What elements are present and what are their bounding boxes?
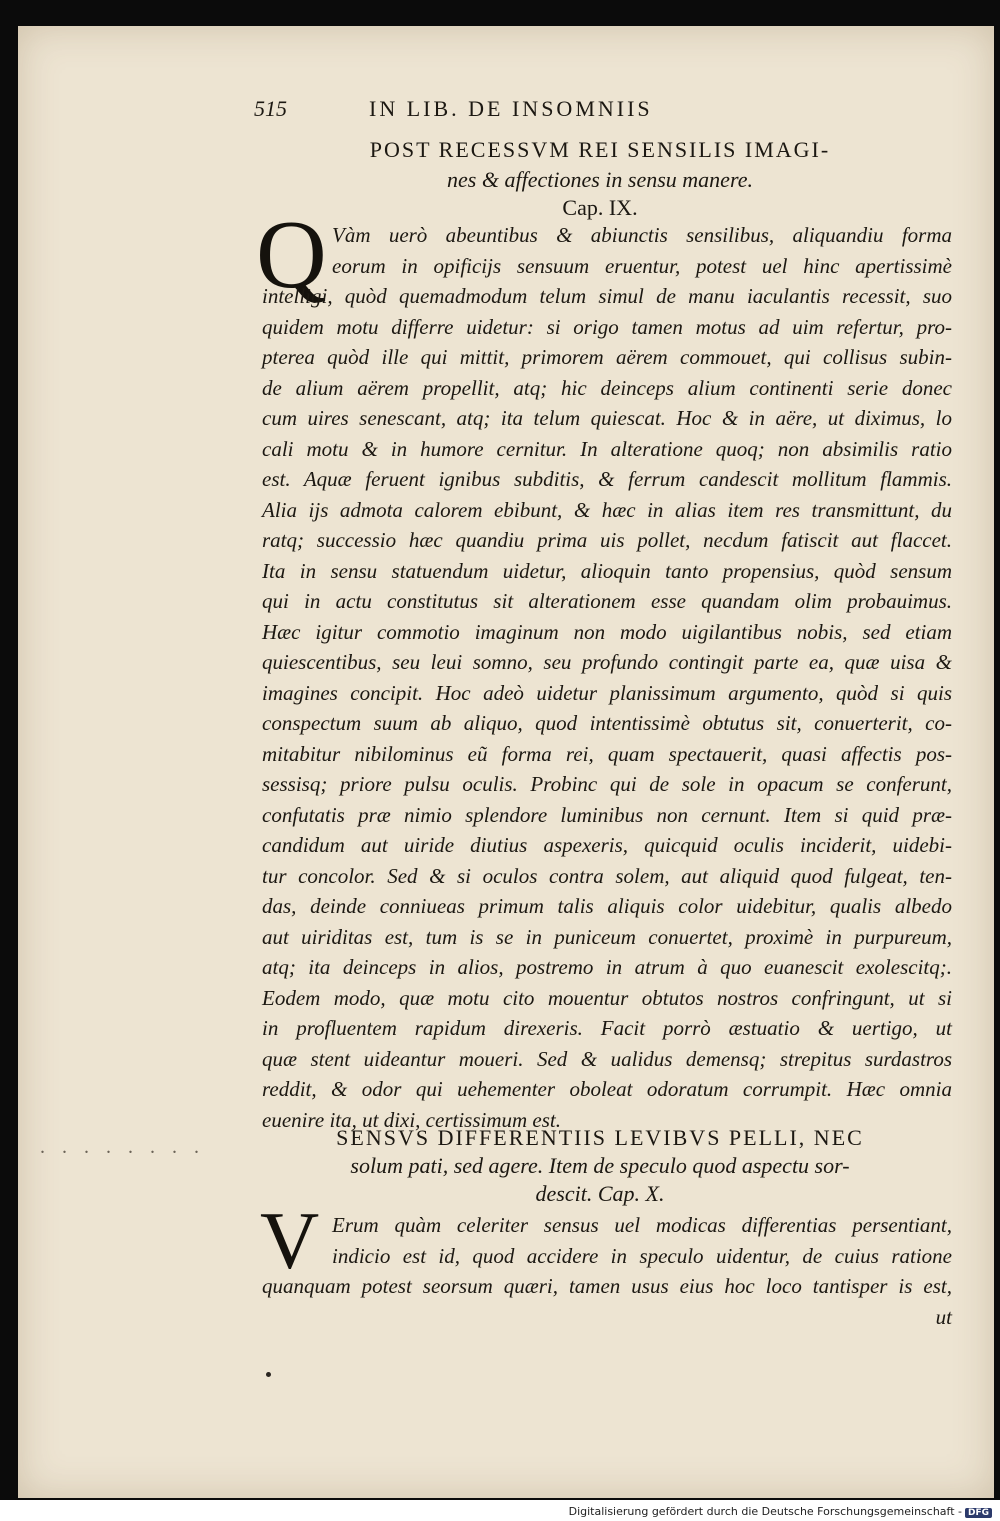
chapter9-text-line: imagines concipit. Hoc adeò uidetur planissimum argumento, quòd si quis xyxy=(262,680,952,705)
chapter9-text-line: reddit, & odor qui uehementer oboleat odoratum corrumpit. Hæc omnia xyxy=(262,1077,952,1101)
chapter9-text-line: candidum aut uiride diutius aspexeris, quicquid oculis inciderit, uidebi- xyxy=(262,833,952,857)
chapter9-heading-line2: nes & affectiones in sensu manere. xyxy=(447,167,753,192)
chapter9-text-line: ratq; successio hæc quandiu prima uis pollet, necdum fatiscit aut flaccet. xyxy=(262,528,952,552)
chapter10-text-line: Erum quàm celeriter sensus uel modicas differentias persentiant, xyxy=(332,1213,952,1237)
chapter9-cap: Cap. IX. xyxy=(562,195,638,220)
chapter9-text-line: qui in actu constitutus sit alterationem esse quandam olim probauimus. xyxy=(262,589,952,613)
chapter10-dropcap: V xyxy=(260,1195,320,1286)
chapter9-text-line: confutatis præ nimio splendore luminibus non cernunt. Item si quid præ- xyxy=(262,802,952,827)
chapter9-heading-line1: POST RECESSVM REI SENSILIS IMAGI- xyxy=(369,137,831,162)
chapter9-text-line: intelligi, quòd quemadmodum telum simul de manu iaculantis recessit, suo xyxy=(262,284,952,308)
page-number: 515 xyxy=(254,96,287,121)
chapter9-text-line: quidem motu differre uidetur: si origo tamen motus ad uim refertur, pro- xyxy=(262,314,952,339)
chapter9-text-line: atq; ita deinceps in alios, postremo in atrum à quo euanescit exolescitq;. xyxy=(262,955,952,979)
chapter9-text-line: sessisq; priore pulsu oculis. Probinc qui de sole in opacum se conferunt, xyxy=(262,772,952,796)
catchword: ut xyxy=(935,1305,952,1329)
running-title: IN LIB. DE INSOMNIIS xyxy=(369,96,653,121)
chapter9-text-line: tur concolor. Sed & si oculos contra solem, aut aliquid quod fulgeat, ten- xyxy=(262,863,952,888)
chapter9-text-line: quæ stent uideantur moueri. Sed & ualidus demensq; strepitus surdastros xyxy=(262,1046,952,1071)
ink-speck xyxy=(266,1372,271,1377)
chapter9-text-line: quiescentibus, seu leui somno, seu profundo contingit parte ea, quæ uisa & xyxy=(262,650,952,674)
chapter9-text-line: eorum in opificijs sensuum eruentur, potest uel hinc apertissimè xyxy=(332,253,952,278)
chapter9-text-line: pterea quòd ille qui mittit, primorem aërem commouet, qui collisus subin- xyxy=(262,345,952,369)
chapter9-text-line: das, deinde conniueas primum talis aliquis color uidebitur, qualis albedo xyxy=(262,894,952,918)
chapter9-text-line: Eodem modo, quæ motu cito mouentur obtutos nostros confringunt, ut si xyxy=(262,985,952,1010)
chapter9-text-line: Ita in sensu statuendum uidetur, alioquin tanto propensius, quòd sensum xyxy=(262,558,952,583)
chapter10-text-line: quanquam potest seorsum quæri, tamen usus eius hoc loco tantisper is est, xyxy=(262,1274,952,1298)
chapter9-text-line: cum uires senescant, atq; ita telum quiescat. Hoc & in aëre, ut diximus, lo xyxy=(262,406,952,430)
chapter10-body xyxy=(262,1210,952,1302)
chapter9-text-line: Hæc igitur commotio imaginum non modo uigilantibus nobis, sed etiam xyxy=(262,619,952,644)
footer-text: Digitalisierung gefördert durch die Deutsche Forschungsgemeinschaft - xyxy=(568,1505,962,1518)
chapter10-text-line: indicio est id, quod accidere in speculo uidentur, de cuius ratione xyxy=(332,1243,952,1268)
dfg-logo: DFG xyxy=(965,1508,992,1518)
chapter9-text-line: est. Aquæ feruent ignibus subditis, & ferrum candescit mollitum flammis. xyxy=(262,467,952,491)
chapter9-text-line: mitabitur nibilominus eũ forma rei, quam spectauerit, quasi affectis pos- xyxy=(262,741,952,766)
chapter9-text-line: in profluentem rapidum direxeris. Facit porrò æstuatio & uertigo, ut xyxy=(262,1016,952,1040)
chapter9-text-line: euenire ita, ut dixi, certissimum est. xyxy=(262,1107,562,1132)
chapter9-text-line: Vàm uerò abeuntibus & abiunctis sensilibus, aliquandiu forma xyxy=(332,223,952,247)
chapter9-body xyxy=(262,220,952,1135)
chapter10-heading-line3: descit. Cap. X. xyxy=(535,1181,665,1206)
chapter10-heading-line2: solum pati, sed agere. Item de speculo quod aspectu sor- xyxy=(350,1153,850,1178)
chapter9-text-line: cali motu & in humore cernitur. In alteratione quoq; non absimilis ratio xyxy=(262,436,952,461)
chapter9-text-line: aut uiriditas est, tum is se in puniceum conuertet, proximè in purpureum, xyxy=(262,924,952,949)
footer xyxy=(569,1505,992,1518)
chapter10-heading-line1: SENSVS DIFFERENTIIS LEVIBVS PELLI, NEC xyxy=(336,1125,864,1150)
margin-dots: . . . . . . . . xyxy=(40,1136,205,1158)
chapter9-text-line: Alia ijs admota calorem ebibunt, & hæc in alias item res transmittunt, du xyxy=(262,497,952,522)
chapter9-text-line: de alium aërem propellit, atq; hic deinceps alium continenti serie donec xyxy=(262,375,952,400)
chapter9-text-line: conspectum suum ab aliquo, quod intentissimè obtutus sit, conuerterit, co- xyxy=(262,711,952,735)
chapter9-dropcap: Q xyxy=(256,201,327,309)
